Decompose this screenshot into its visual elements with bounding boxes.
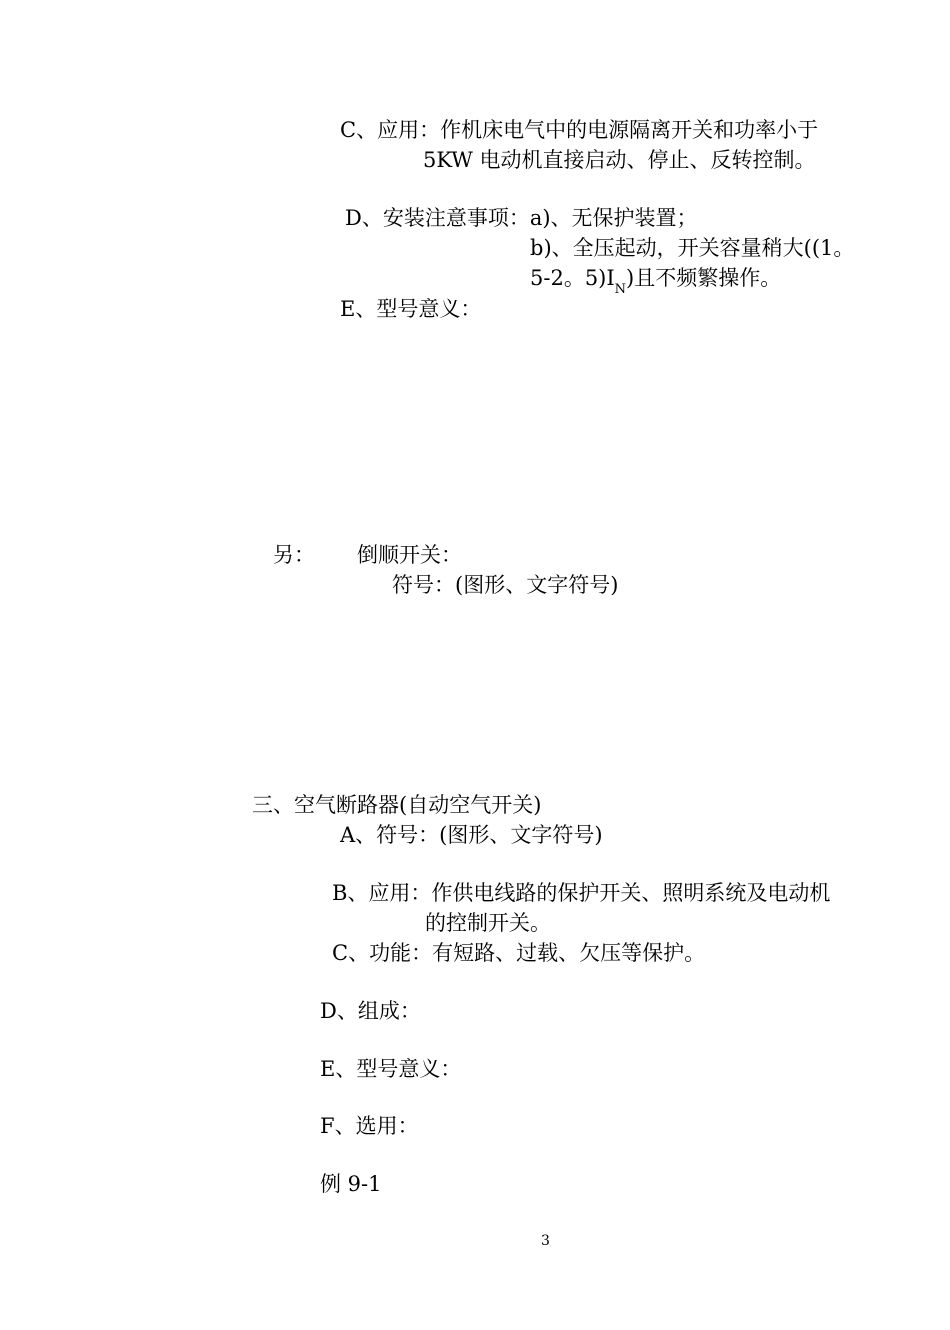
section-d-line-2: b)、全压起动，开关容量稍大((1。 <box>530 236 855 260</box>
subscript-n: N <box>614 282 627 297</box>
example-label: 例 9-1 <box>320 1172 382 1196</box>
section-e-label: E、型号意义： <box>340 297 482 321</box>
breaker-selection: F、选用： <box>320 1114 419 1138</box>
breaker-application-line-1: B、应用：作供电线路的保护开关、照明系统及电动机 <box>332 881 831 905</box>
breaker-symbol: A、符号：(图形、文字符号) <box>340 823 603 847</box>
section-d-line-3 <box>530 265 781 295</box>
breaker-function: C、功能：有短路、过载、欠压等保护。 <box>332 941 706 965</box>
page-number: 3 <box>541 1233 550 1249</box>
section-d-line-3-end: )且不频繁操作。 <box>626 266 782 290</box>
breaker-composition: D、组成： <box>320 999 421 1023</box>
breaker-model-meaning: E、型号意义： <box>320 1057 462 1081</box>
other-prefix: 另： <box>273 543 315 567</box>
reversing-switch-symbol: 符号：(图形、文字符号) <box>392 573 619 597</box>
breaker-application-line-2: 的控制开关。 <box>425 911 551 935</box>
section-c-line-1: C、应用：作机床电气中的电源隔离开关和功率小于 <box>340 118 819 142</box>
section-d-line-1: D、安装注意事项：a)、无保护装置； <box>345 206 698 230</box>
section-d-line-3-start: 5-2。5)I <box>530 266 615 290</box>
breaker-heading: 三、空气断路器(自动空气开关) <box>252 793 542 817</box>
reversing-switch-title: 倒顺开关： <box>357 543 462 567</box>
section-c-line-2: 5KW 电动机直接启动、停止、反转控制。 <box>423 148 816 172</box>
